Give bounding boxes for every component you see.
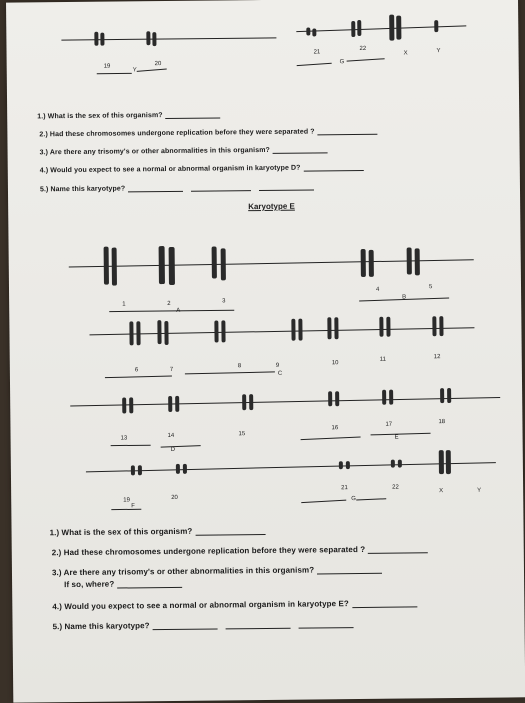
chromosome-number: 3	[222, 298, 225, 304]
chromosome-number: 12	[434, 354, 441, 360]
top-chromosome-number: 19	[104, 64, 111, 70]
chromosome-number: Y	[477, 488, 481, 494]
top-chromosome-number: 21	[314, 49, 321, 55]
chromosome-number: 18	[438, 419, 445, 425]
karyotype-question-3: 3.) Are there any trisomy's or other abnormalities in this organism?	[52, 565, 382, 577]
chromosome-number: 5	[429, 284, 432, 290]
arrow-label: F	[131, 503, 135, 509]
top-question-2: 2.) Had these chromosomes undergone replication before they were separated ?	[39, 127, 377, 139]
chromosome-number: 7	[170, 367, 173, 373]
arrow-label: D	[171, 447, 175, 453]
chromosome-number: 2	[167, 301, 170, 307]
karyotype-question-2: 2.) Had these chromosomes undergone replication before they were separated ?	[52, 544, 429, 557]
arrow-label: Y	[133, 67, 137, 73]
arrow-label: E	[395, 435, 399, 441]
karyotype-question-3-followup: If so, where?	[64, 579, 182, 589]
arrow-label: A	[176, 308, 180, 314]
top-chromosome-number: 20	[155, 61, 162, 67]
chromosome-number: 11	[380, 357, 386, 363]
arrow-label: B	[402, 295, 406, 301]
chromosome-number: 9	[276, 363, 279, 369]
karyotype-question-5: 5.) Name this karyotype?	[53, 619, 354, 631]
arrow-label: C	[278, 371, 282, 377]
chromosome-number: 21	[341, 485, 348, 491]
chromosome-number: 14	[168, 433, 175, 439]
top-chromosome-number: 22	[359, 46, 366, 52]
arrow-label: G	[340, 59, 345, 65]
top-question-1: 1.) What is the sex of this organism?	[37, 110, 221, 120]
chromosome-number: 20	[171, 495, 178, 501]
karyotype-question-1: 1.) What is the sex of this organism?	[50, 526, 266, 537]
chromosome-number: X	[439, 488, 443, 494]
worksheet-page	[6, 0, 525, 703]
chromosome-number: 22	[392, 485, 399, 491]
chromosome-number: 19	[123, 497, 130, 503]
arrow-label: G	[351, 496, 356, 502]
chromosome-number: 4	[376, 287, 379, 293]
chromosome-number: 16	[331, 425, 338, 431]
karyotype-question-4: 4.) Would you expect to see a normal or abnormal organism in karyotype E?	[52, 598, 417, 611]
top-question-5: 5.) Name this karyotype?	[40, 182, 314, 193]
chromosome-number: 15	[239, 431, 246, 437]
chromosome-number: 6	[135, 367, 138, 373]
chromosome-number: 13	[121, 435, 128, 441]
chromosome-drawing	[6, 0, 525, 703]
chromosome-number: 17	[385, 422, 392, 428]
chromosome-number: 10	[332, 360, 339, 366]
karyotype-title: Karyotype E	[248, 202, 295, 211]
top-question-4: 4.) Would you expect to see a normal or abnormal organism in karyotype D?	[40, 163, 364, 174]
chromosome-number: 8	[238, 363, 241, 369]
chromosome-number: 1	[122, 301, 125, 307]
top-question-3: 3.) Are there any trisomy's or other abnormalities in this organism?	[40, 145, 328, 156]
top-chromosome-number: Y	[437, 48, 441, 54]
top-chromosome-number: X	[404, 50, 408, 56]
